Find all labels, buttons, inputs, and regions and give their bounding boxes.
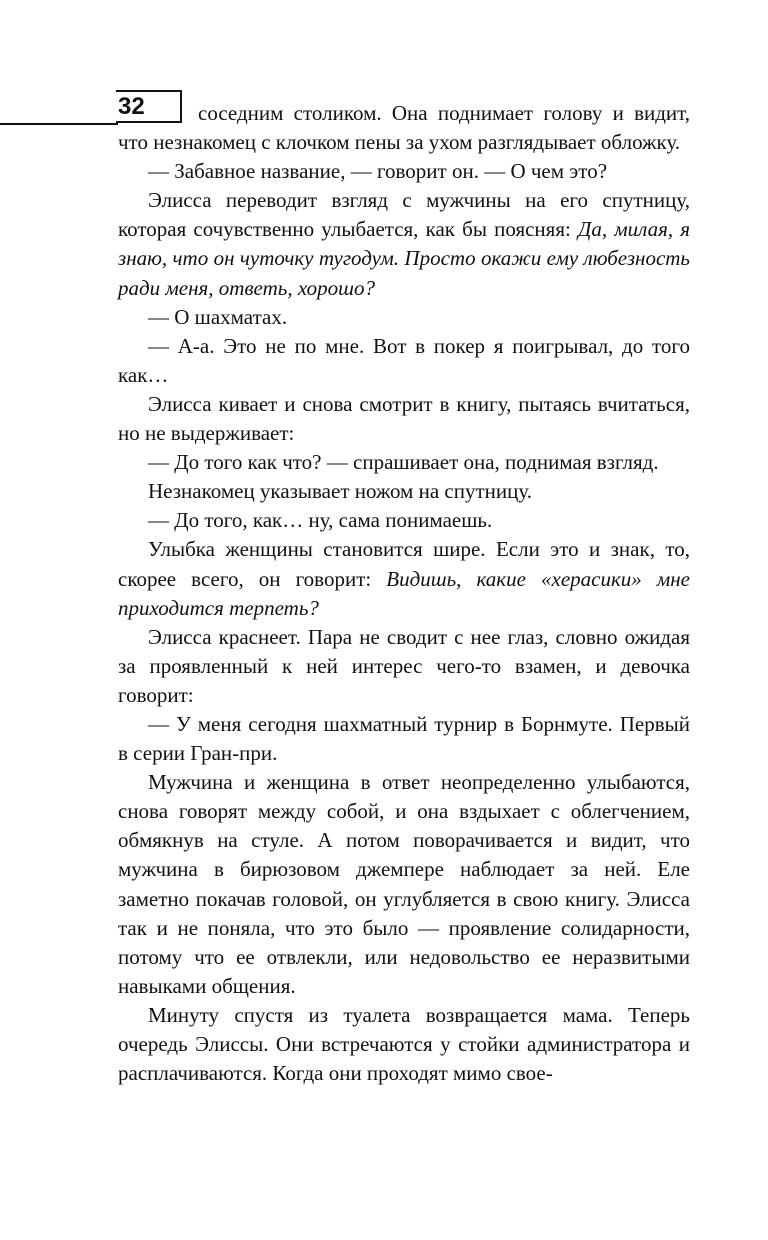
paragraph — [118, 448, 690, 477]
italic-text: Да, милая, я знаю, что он чуточку тугодум. Просто окажи ему любезность ради меня, ответь, хорошо? — [118, 217, 690, 300]
text-segment: — До того как что? — спрашивает она, поднимая взгляд. — [148, 450, 659, 475]
text-segment: — Забавное название, — говорит он. — О чем это? — [148, 159, 608, 184]
paragraph — [118, 157, 690, 186]
paragraph — [118, 390, 690, 448]
italic-text: Видишь, какие «херасики» мне приходится терпеть? — [118, 566, 691, 620]
paragraph — [118, 477, 690, 506]
text-segment: Улыбка женщины становится шире. Если это и знак, то, скорее всего, он говорит: — [118, 537, 690, 591]
text-segment: — У меня сегодня шахматный турнир в Борнмуте. Первый в серии Гран-при. — [118, 711, 690, 766]
text-segment: — До того, как… ну, сама понимаешь. — [148, 508, 493, 533]
text-segment: — О шахматах. — [148, 304, 288, 329]
paragraph — [118, 535, 690, 622]
text-segment: Элисса переводит взгляд с мужчины на его спутницу, которая сочувственно улыбается, как бы поясняя: — [118, 188, 690, 242]
page-number: 32 — [118, 93, 145, 120]
text-segment: — А-а. Это не по мне. Вот в покер я поигрывал, до того как… — [118, 333, 690, 387]
paragraph — [118, 1001, 690, 1088]
text-segment: Элисса кивает и снова смотрит в книгу, пытаясь вчитаться, но не выдерживает: — [118, 391, 690, 446]
paragraph — [118, 623, 690, 710]
paragraph — [118, 186, 690, 302]
text-segment: Мужчина и женщина в ответ неопределенно улыбаются, снова говорят между собой, и она вздыхает с облегчением, обмякнув на стуле. А потом поворачивается и видит, что мужчина в бирюзовом джемпере наблюдает за ней. Еле заметно покачав головой, он углубляется в свою книгу. Элисса так и не поняла, что это было — проявление солидарности, потому что ее отвлекли, или недовольство ее неразвитыми навыками общения. — [118, 770, 690, 998]
paragraph — [118, 332, 690, 390]
paragraph — [118, 506, 690, 535]
text-segment: Элисса краснеет. Пара не сводит с нее глаз, словно ожидая за проявленный к ней интерес чего-то взамен, и девочка говорит: — [118, 624, 690, 707]
paragraph — [118, 768, 690, 1001]
text-segment: Незнакомец указывает ножом на спутницу. — [148, 479, 532, 504]
body-text — [118, 99, 690, 1088]
paragraph — [118, 99, 690, 157]
header-rule — [0, 123, 118, 125]
paragraph — [118, 303, 690, 332]
paragraph — [118, 710, 690, 768]
text-segment: Минуту спустя из туалета возвращается мама. Теперь очередь Элиссы. Они встречаются у стойки администратора и расплачиваются. Когда они проходят мимо свое- — [118, 1002, 690, 1086]
text-segment: соседним столиком. Она поднимает голову и видит, что незнакомец с клочком пены за ухом разглядывает обложку. — [118, 101, 690, 155]
